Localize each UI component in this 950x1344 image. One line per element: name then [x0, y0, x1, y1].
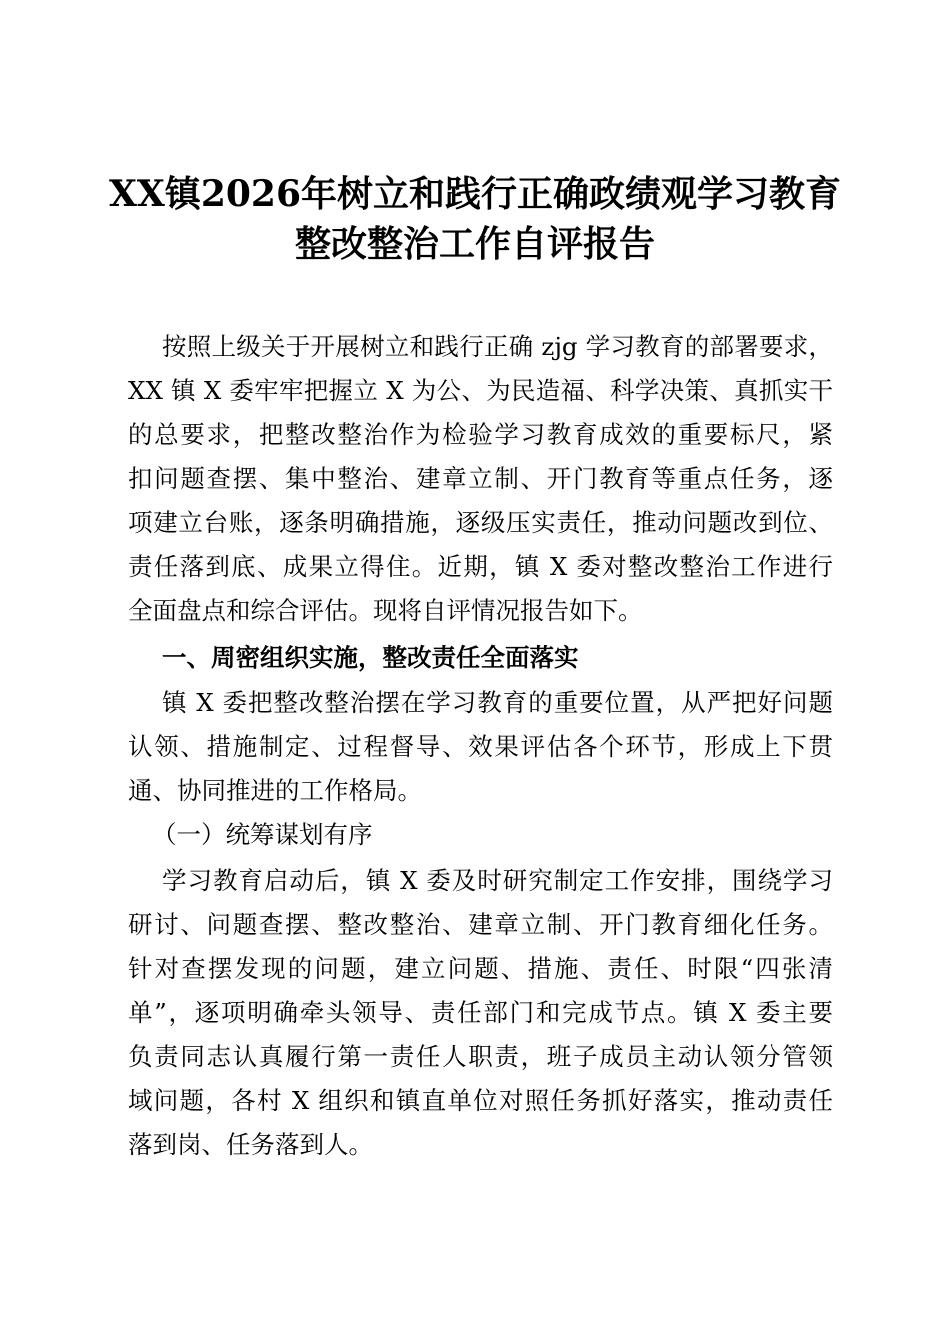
intro-line-7: 全面盘点和综合评估。现将自评情况报告如下。	[128, 596, 643, 625]
intro-line-3: 的总要求，把整改整治作为检验学习教育成效的重要标尺，紧	[128, 420, 833, 449]
intro-line-5: 项建立台账，逐条明确措施，逐级压实责任，推动问题改到位、	[128, 508, 833, 537]
document-title-line-1: XX镇2026年树立和践行正确政绩观学习教育	[108, 173, 842, 215]
document-title-line-2: 整改整治工作自评报告	[294, 223, 655, 265]
section-1-line-3: 通、协同推进的工作格局。	[128, 776, 422, 805]
subsection-1-line-4: 单”，逐项明确牵头领导、责任部门和完成节点。镇 X 委主要	[128, 998, 833, 1027]
intro-line-1: 按照上级关于开展树立和践行正确 zjg 学习教育的部署要求，	[162, 332, 833, 361]
subsection-1-line-5: 负责同志认真履行第一责任人职责，班子成员主动认领分管领	[128, 1042, 833, 1071]
subsection-1-line-6: 域问题，各村 X 组织和镇直单位对照任务抓好落实，推动责任	[128, 1086, 833, 1115]
subsection-1-line-7: 落到岗、任务落到人。	[128, 1130, 373, 1159]
intro-line-6: 责任落到底、成果立得住。近期，镇 X 委对整改整治工作进行	[128, 552, 833, 581]
subsection-1-heading: （一）统筹谋划有序	[152, 820, 373, 849]
section-1-line-1: 镇 X 委把整改整治摆在学习教育的重要位置，从严把好问题	[162, 688, 833, 717]
subsection-1-line-1: 学习教育启动后，镇 X 委及时研究制定工作安排，围绕学习	[162, 866, 833, 895]
section-1-heading: 一、周密组织实施，整改责任全面落实	[162, 643, 579, 672]
section-1-line-2: 认领、措施制定、过程督导、效果评估各个环节，形成上下贯	[128, 732, 833, 761]
subsection-1-line-2: 研讨、问题查摆、整改整治、建章立制、开门教育细化任务。	[128, 910, 833, 939]
intro-line-2: XX 镇 X 委牢牢把握立 X 为公、为民造福、科学决策、真抓实干	[128, 376, 833, 405]
intro-line-4: 扣问题查摆、集中整治、建章立制、开门教育等重点任务，逐	[128, 464, 833, 493]
subsection-1-line-3: 针对查摆发现的问题，建立问题、措施、责任、时限“四张清	[128, 954, 833, 983]
